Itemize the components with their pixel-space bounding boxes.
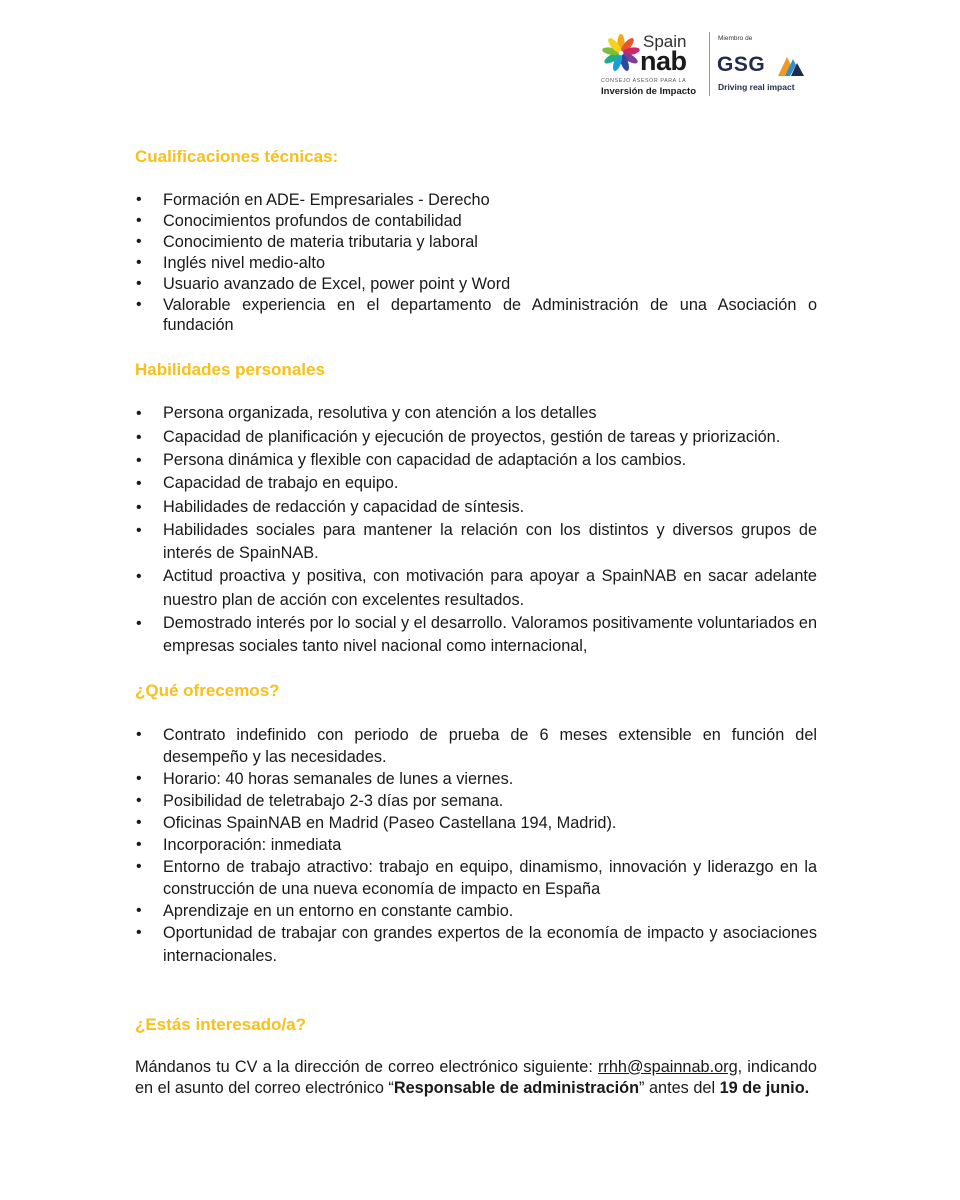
document-body: [135, 145, 817, 1100]
subject-text: Responsable de administración: [393, 1079, 640, 1098]
list-item: • Inglés nivel medio-alto: [135, 253, 817, 274]
list-item: • Entorno de trabajo atractivo: trabajo en equipo, dinamismo, innovación y liderazgo en la construcción de una nueva economía de impacto en España: [135, 856, 817, 900]
list-item: • Capacidad de trabajo en equipo.: [135, 472, 817, 495]
contact-text-3: ” antes del: [639, 1079, 720, 1098]
skills-heading: Habilidades personales: [135, 360, 325, 380]
list-item: • Conocimientos profundos de contabilidad: [135, 211, 817, 232]
header-logos: [598, 30, 813, 102]
list-item: • Horario: 40 horas semanales de lunes a viernes.: [135, 768, 817, 790]
list-item: • Oportunidad de trabajar con grandes expertos de la economía de impacto y asociaciones internacionales.: [135, 922, 817, 966]
list-item: • Actitud proactiva y positiva, con motivación para apoyar a SpainNAB en sacar adelante nuestro plan de acción con excelentes resultados.: [135, 565, 817, 612]
list-item: • Posibilidad de teletrabajo 2-3 días por semana.: [135, 790, 817, 812]
flower-icon: [601, 32, 641, 74]
spain-logo-text: Spain: [643, 32, 687, 51]
qualifications-list: [135, 190, 817, 336]
list-item: • Demostrado interés por lo social y el desarrollo. Valoramos positivamente voluntariados en empresas sociales tanto nivel nacional como internacional,: [135, 612, 817, 659]
offer-heading: ¿Qué ofrecemos?: [135, 680, 280, 700]
list-item: • Conocimiento de materia tributaria y laboral: [135, 232, 817, 253]
skills-list: [135, 402, 817, 658]
list-item: • Usuario avanzado de Excel, power point y Word: [135, 274, 817, 295]
nab-logo-text: nab: [640, 46, 687, 76]
gsg-triangle-icon: [778, 54, 804, 76]
list-item: • Persona dinámica y flexible con capacidad de adaptación a los cambios.: [135, 449, 817, 472]
list-item: • Formación en ADE- Empresariales - Derecho: [135, 190, 817, 211]
gsg-logo: [718, 32, 813, 98]
interested-heading: ¿Estás interesado/a?: [135, 1014, 307, 1034]
list-item: • Capacidad de planificación y ejecución de proyectos, gestión de tareas y priorización.: [135, 426, 817, 449]
contact-text-2: , indicando en el asunto del correo electrónico “: [135, 1057, 817, 1098]
logo-divider: [709, 32, 710, 96]
list-item: • Habilidades sociales para mantener la relación con los distintos y diversos grupos de interés de SpainNAB.: [135, 519, 817, 566]
offer-list: [135, 724, 817, 967]
gsg-tagline: Driving real impact: [718, 82, 795, 92]
member-label: Miembro de: [718, 35, 753, 42]
list-item: • Contrato indefinido con periodo de prueba de 6 meses extensible en función del desempeño y las necesidades.: [135, 724, 817, 768]
email-link[interactable]: rrhh@spainnab.org: [598, 1057, 738, 1076]
list-item: • Oficinas SpainNAB en Madrid (Paseo Castellana 194, Madrid).: [135, 812, 817, 834]
list-item: • Valorable experiencia en el departamento de Administración de una Asociación o fundación: [135, 295, 817, 337]
gsg-logo-text: GSG: [717, 53, 766, 76]
consejo-text: CONSEJO ASESOR PARA LA: [601, 78, 687, 84]
list-item: • Persona organizada, resolutiva y con atención a los detalles: [135, 402, 817, 425]
contact-text-1: Mándanos tu CV a la dirección de correo electrónico siguiente:: [135, 1057, 599, 1076]
list-item: • Habilidades de redacción y capacidad de síntesis.: [135, 496, 817, 519]
spainnab-logo: [598, 30, 698, 100]
list-item: • Incorporación: inmediata: [135, 834, 817, 856]
list-item: • Aprendizaje en un entorno en constante cambio.: [135, 900, 817, 922]
qualifications-heading: Cualificaciones técnicas:: [135, 147, 339, 166]
deadline-text: 19 de junio.: [719, 1079, 810, 1098]
inversion-text: Inversión de Impacto: [601, 86, 697, 97]
contact-paragraph: [135, 1057, 817, 1100]
